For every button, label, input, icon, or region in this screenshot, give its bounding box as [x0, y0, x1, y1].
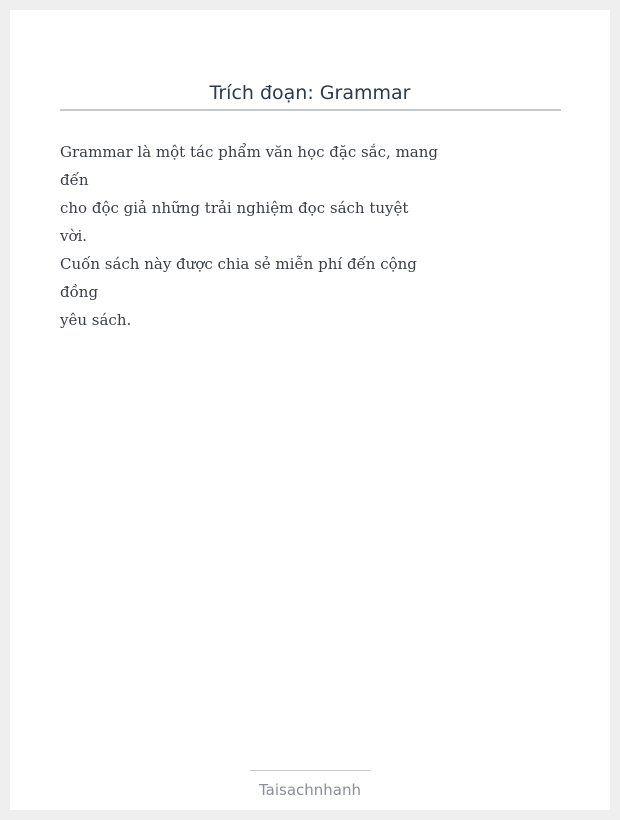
- excerpt-line: cho độc giả những trải nghiệm đọc sách tuyệt: [60, 199, 409, 217]
- excerpt-line: đồng: [60, 283, 99, 301]
- excerpt-body: [60, 138, 438, 334]
- footer-site-name: Taisachnhanh: [258, 781, 362, 799]
- title-divider: [60, 109, 561, 111]
- excerpt-line: yêu sách.: [60, 311, 132, 329]
- excerpt-line: đến: [60, 171, 89, 189]
- footer-divider: [250, 770, 371, 771]
- excerpt-line: Grammar là một tác phẩm văn học đặc sắc, mang: [60, 143, 438, 161]
- page-title: Trích đoạn: Grammar: [209, 82, 411, 104]
- excerpt-line: Cuốn sách này được chia sẻ miễn phí đến cộng: [60, 255, 417, 273]
- page: [10, 10, 610, 810]
- excerpt-line: vời.: [60, 227, 88, 245]
